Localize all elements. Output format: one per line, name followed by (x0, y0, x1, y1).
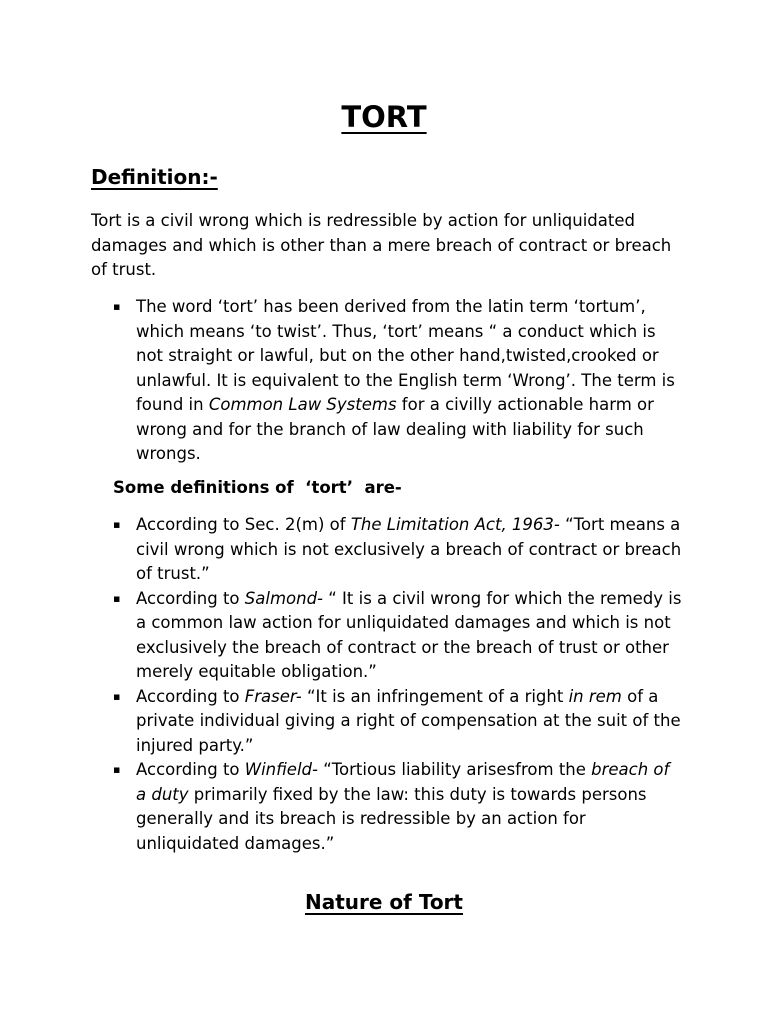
some-definitions-heading: Some definitions of ‘tort’ are- (113, 478, 402, 497)
page-title: TORT (341, 100, 427, 134)
definition-text: of a private individual giving a right of compensation at the suit of the injured party.” (136, 686, 681, 755)
definition-italic: breach of a duty (136, 760, 670, 804)
list-item (113, 685, 683, 759)
origin-text-italic: Common Law Systems (208, 395, 397, 414)
list-item (113, 587, 683, 685)
definition-text: primarily fixed by the law: this duty is towards persons generally and its breach is redressible by an action for unliquidated damages.” (136, 784, 647, 853)
definitions-list (113, 513, 683, 856)
bullet-marker-icon: ▪ (113, 689, 121, 703)
definition-prefix: According to (136, 686, 245, 706)
intro-paragraph: Tort is a civil wrong which is redressible by action for unliquidated damages and which is other than a mere breach of contract or breach of trust. (91, 211, 672, 279)
definition-heading: Definition:- (91, 165, 218, 189)
origin-text-part1: The word ‘tort’ has been derived from the latin term ‘tortum’, which means ‘to twist’. Thus, ‘tort’ means “ a conduct which is not straight or lawful, but on the other hand,twisted,crooked or unlawful. It is equivalent to the English term ‘Wrong’. The term is found in (136, 297, 675, 414)
list-item (113, 513, 683, 587)
bullet-marker-icon: ▪ (113, 591, 121, 605)
definition-source: Winfield- (244, 760, 318, 779)
origin-list (113, 295, 683, 467)
definition-prefix: According to Sec. 2(m) of (136, 515, 351, 534)
definition-source: Fraser- (244, 686, 302, 706)
bullet-marker-icon: ▪ (113, 763, 121, 776)
definition-text: “Tort means a civil wrong which is not exclusively a breach of contract or breach of trust.” (136, 515, 682, 583)
nature-heading: Nature of Tort (305, 890, 463, 914)
definition-source: The Limitation Act, 1963- (350, 515, 560, 534)
list-item (113, 295, 683, 467)
definition-prefix: According to (136, 760, 245, 779)
definition-prefix: According to (136, 588, 245, 608)
definition-text: “ It is a civil wrong for which the remedy is a common law action for unliquidated damages and which is not exclusively the breach of contract or the breach of trust or other merely equitable obligation.” (136, 588, 682, 681)
list-item (113, 758, 683, 856)
origin-text-part2: for a civilly actionable harm or wrong and for the branch of law dealing with liability for such wrongs. (136, 395, 654, 463)
definition-italic: in rem (568, 686, 622, 706)
definition-source: Salmond- (244, 588, 324, 608)
bullet-marker-icon: ▪ (113, 518, 121, 531)
definition-text: “It is an infringement of a right (301, 686, 569, 706)
bullet-marker-icon: ▪ (113, 300, 121, 313)
definition-text: “Tortious liability arisesfrom the (317, 760, 592, 779)
